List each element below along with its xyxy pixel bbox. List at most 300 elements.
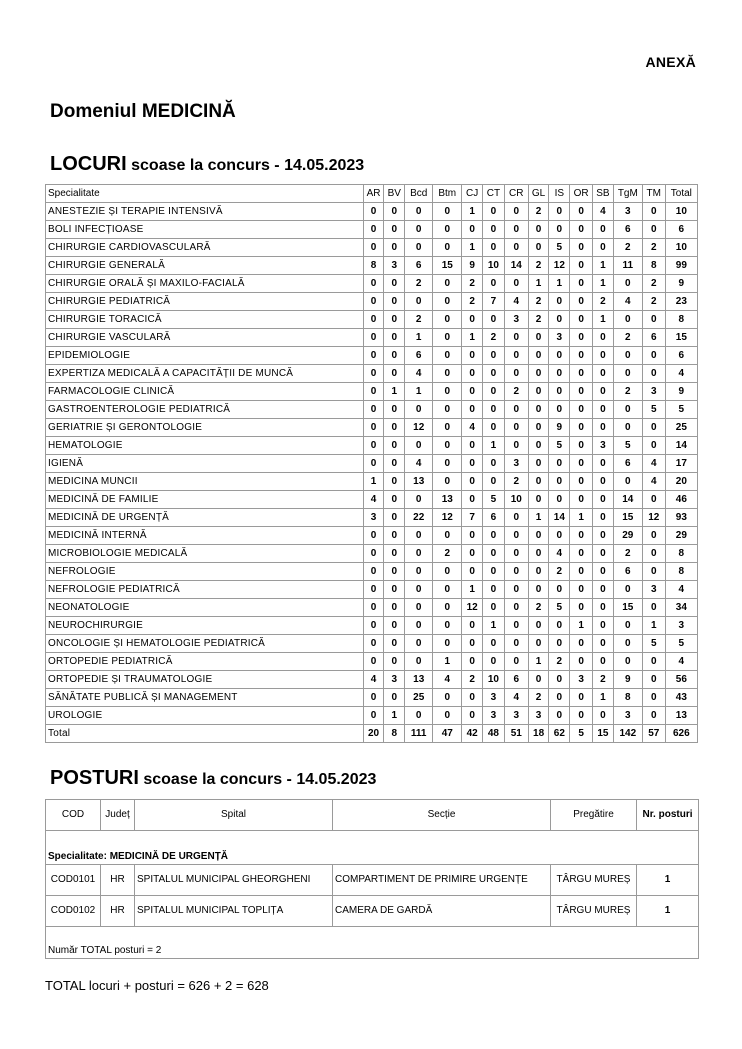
cell-gl: 0 [528,401,549,419]
cell-bv: 1 [384,707,405,725]
cell-sb: 0 [593,617,614,635]
cell-total: 3 [665,617,697,635]
cell-tgm: 5 [613,437,642,455]
cell-ar: 0 [363,455,384,473]
cell-bcd: 0 [405,221,433,239]
cell-sb: 0 [593,221,614,239]
cell-ct: 0 [483,347,505,365]
cell-tgm: 2 [613,383,642,401]
posturi-footer-row [46,927,699,959]
col-header-sb: SB [593,185,614,203]
cell-btm: 0 [433,203,462,221]
cell-or: 1 [570,509,593,527]
cell-or: 0 [570,401,593,419]
specialty-name: GERIATRIE ȘI GERONTOLOGIE [46,419,364,437]
cell-sb: 15 [593,725,614,743]
cell-or: 0 [570,293,593,311]
cell-gl: 2 [528,203,549,221]
specialty-name: HEMATOLOGIE [46,437,364,455]
cell-btm: 0 [433,401,462,419]
cell-cr: 0 [504,437,528,455]
cell-total: 23 [665,293,697,311]
cell-bcd: 111 [405,725,433,743]
cell-tgm: 142 [613,725,642,743]
cell-total: 5 [665,635,697,653]
cell-ct: 48 [483,725,505,743]
post-nr: 1 [637,865,699,896]
cell-ar: 8 [363,257,384,275]
cell-cr: 14 [504,257,528,275]
post-sectie: COMPARTIMENT DE PRIMIRE URGENȚE [333,865,551,896]
cell-total: 93 [665,509,697,527]
cell-bcd: 0 [405,203,433,221]
cell-cj: 0 [462,635,483,653]
domain-heading: Domeniul MEDICINĂ [50,101,236,122]
table-row [46,293,698,311]
cell-tm: 0 [642,707,665,725]
table-row [46,653,698,671]
col-header-tgm: TgM [613,185,642,203]
cell-bcd: 12 [405,419,433,437]
cell-cj: 0 [462,473,483,491]
cell-sb: 0 [593,635,614,653]
cell-btm: 47 [433,725,462,743]
cell-btm: 15 [433,257,462,275]
table-row [46,563,698,581]
specialty-name: UROLOGIE [46,707,364,725]
cell-bcd: 0 [405,599,433,617]
cell-cr: 0 [504,401,528,419]
cell-total: 6 [665,221,697,239]
cell-ar: 0 [363,437,384,455]
cell-bv: 0 [384,635,405,653]
cell-total: 9 [665,383,697,401]
specialty-name: MEDICINA MUNCII [46,473,364,491]
cell-gl: 1 [528,275,549,293]
cell-btm: 0 [433,707,462,725]
col-header-cj: CJ [462,185,483,203]
cell-gl: 0 [528,527,549,545]
cell-total: 5 [665,401,697,419]
cell-is: 1 [549,275,570,293]
table-row [46,383,698,401]
cell-cr: 0 [504,221,528,239]
cell-ar: 0 [363,653,384,671]
cell-or: 0 [570,473,593,491]
cell-total: 4 [665,653,697,671]
cell-ct: 1 [483,437,505,455]
cell-sb: 1 [593,311,614,329]
cell-gl: 0 [528,221,549,239]
cell-total: 14 [665,437,697,455]
cell-bcd: 0 [405,401,433,419]
col-header-bcd: Bcd [405,185,433,203]
cell-cr: 0 [504,365,528,383]
annex-label: ANEXĂ [645,54,696,70]
cell-tgm: 8 [613,689,642,707]
cell-bv: 1 [384,383,405,401]
cell-bv: 0 [384,545,405,563]
cell-gl: 0 [528,491,549,509]
cell-tm: 5 [642,401,665,419]
cell-total: 4 [665,365,697,383]
cell-tm: 0 [642,311,665,329]
cell-bv: 0 [384,617,405,635]
specialty-name: MICROBIOLOGIE MEDICALĂ [46,545,364,563]
cell-cj: 0 [462,221,483,239]
cell-btm: 0 [433,527,462,545]
specialty-name: SĂNĂTATE PUBLICĂ ȘI MANAGEMENT [46,689,364,707]
cell-cr: 0 [504,599,528,617]
cell-gl: 0 [528,545,549,563]
table-row [46,707,698,725]
post-sectie: CAMERA DE GARDĂ [333,896,551,927]
col-header-ar: AR [363,185,384,203]
table-row [46,617,698,635]
cell-or: 0 [570,221,593,239]
cell-ct: 2 [483,329,505,347]
cell-tm: 1 [642,617,665,635]
cell-ct: 0 [483,581,505,599]
cell-ar: 4 [363,491,384,509]
cell-is: 2 [549,653,570,671]
cell-tm: 0 [642,491,665,509]
cell-sb: 0 [593,707,614,725]
posturi-total-count: Număr TOTAL posturi = 2 [46,927,699,959]
cell-sb: 0 [593,563,614,581]
cell-btm: 1 [433,653,462,671]
cell-total: 8 [665,311,697,329]
cell-ct: 0 [483,635,505,653]
cell-bcd: 0 [405,617,433,635]
cell-btm: 0 [433,221,462,239]
cell-or: 0 [570,527,593,545]
cell-bv: 0 [384,599,405,617]
cell-is: 0 [549,581,570,599]
cell-btm: 0 [433,329,462,347]
cell-btm: 0 [433,347,462,365]
cell-ar: 0 [363,221,384,239]
cell-sb: 0 [593,329,614,347]
specialty-name: GASTROENTEROLOGIE PEDIATRICĂ [46,401,364,419]
cell-is: 0 [549,203,570,221]
cell-bv: 0 [384,419,405,437]
cell-btm: 13 [433,491,462,509]
cell-ar: 0 [363,635,384,653]
cell-tm: 5 [642,635,665,653]
cell-cr: 0 [504,347,528,365]
specialty-name: FARMACOLOGIE CLINICĂ [46,383,364,401]
cell-cj: 12 [462,599,483,617]
cell-or: 1 [570,617,593,635]
cell-ar: 0 [363,239,384,257]
cell-tgm: 15 [613,599,642,617]
cell-tm: 3 [642,383,665,401]
cell-bcd: 2 [405,275,433,293]
specialty-name: NEUROCHIRURGIE [46,617,364,635]
cell-or: 0 [570,419,593,437]
table-row [46,311,698,329]
cell-sb: 0 [593,581,614,599]
cell-gl: 0 [528,473,549,491]
cell-ar: 0 [363,365,384,383]
cell-bv: 0 [384,401,405,419]
cell-btm: 0 [433,635,462,653]
cell-btm: 0 [433,473,462,491]
cell-total: 56 [665,671,697,689]
specialty-name: EXPERTIZA MEDICALĂ A CAPACITĂȚII DE MUNCĂ [46,365,364,383]
cell-btm: 4 [433,671,462,689]
cell-cj: 2 [462,275,483,293]
cell-bv: 0 [384,473,405,491]
cell-ct: 1 [483,617,505,635]
cell-sb: 0 [593,347,614,365]
cell-tm: 8 [642,257,665,275]
post-cod: COD0101 [46,865,101,896]
cell-is: 2 [549,563,570,581]
cell-ar: 0 [363,329,384,347]
cell-bv: 3 [384,671,405,689]
cell-tgm: 0 [613,635,642,653]
table-row [46,509,698,527]
cell-is: 0 [549,707,570,725]
post-pregatire: TÂRGU MUREȘ [551,896,637,927]
cell-tgm: 11 [613,257,642,275]
cell-or: 0 [570,347,593,365]
cell-cj: 7 [462,509,483,527]
locuri-table [45,184,698,743]
cell-cr: 0 [504,563,528,581]
cell-bcd: 25 [405,689,433,707]
col-header-btm: Btm [433,185,462,203]
cell-is: 0 [549,365,570,383]
cell-or: 5 [570,725,593,743]
cell-total: 43 [665,689,697,707]
cell-bcd: 0 [405,545,433,563]
table-row [46,239,698,257]
col-header-or: OR [570,185,593,203]
cell-tm: 0 [642,419,665,437]
cell-gl: 0 [528,419,549,437]
post-cod: COD0102 [46,896,101,927]
locuri-title-rest: scoase la concurs - 14.05.2023 [126,157,365,174]
cell-bcd: 0 [405,491,433,509]
cell-gl: 0 [528,581,549,599]
specialty-name: BOLI INFECȚIOASE [46,221,364,239]
specialitate-label: Specialitate: MEDICINĂ DE URGENȚĂ [46,831,699,865]
cell-is: 4 [549,545,570,563]
cell-total: 8 [665,545,697,563]
cell-tgm: 0 [613,419,642,437]
cell-or: 0 [570,653,593,671]
cell-ct: 10 [483,671,505,689]
cell-or: 0 [570,203,593,221]
table-row [46,473,698,491]
cell-ar: 0 [363,527,384,545]
cell-is: 0 [549,473,570,491]
cell-or: 0 [570,689,593,707]
cell-sb: 0 [593,383,614,401]
cell-cj: 0 [462,401,483,419]
col-header-cod: COD [46,800,101,831]
posturi-header-row [46,800,699,831]
cell-btm: 2 [433,545,462,563]
specialty-name: CHIRURGIE GENERALĂ [46,257,364,275]
cell-is: 62 [549,725,570,743]
cell-tm: 0 [642,599,665,617]
cell-gl: 0 [528,563,549,581]
posturi-title-rest: scoase la concurs - 14.05.2023 [138,771,377,788]
cell-btm: 0 [433,617,462,635]
cell-sb: 0 [593,239,614,257]
cell-sb: 0 [593,401,614,419]
cell-sb: 4 [593,203,614,221]
cell-or: 0 [570,329,593,347]
cell-is: 3 [549,329,570,347]
cell-ct: 0 [483,401,505,419]
cell-sb: 0 [593,509,614,527]
cell-ar: 3 [363,509,384,527]
col-header-pregatire: Pregătire [551,800,637,831]
cell-tgm: 0 [613,311,642,329]
cell-is: 0 [549,527,570,545]
cell-btm: 0 [433,239,462,257]
cell-tm: 0 [642,527,665,545]
cell-or: 0 [570,635,593,653]
cell-total: 13 [665,707,697,725]
cell-bv: 0 [384,293,405,311]
cell-gl: 0 [528,437,549,455]
cell-tm: 57 [642,725,665,743]
cell-cr: 0 [504,329,528,347]
cell-total: 34 [665,599,697,617]
cell-btm: 0 [433,383,462,401]
cell-tgm: 9 [613,671,642,689]
post-nr: 1 [637,896,699,927]
cell-ct: 0 [483,275,505,293]
total-row [46,725,698,743]
cell-cj: 0 [462,563,483,581]
cell-ct: 3 [483,689,505,707]
cell-ar: 0 [363,347,384,365]
cell-sb: 0 [593,473,614,491]
cell-total: 9 [665,275,697,293]
cell-is: 0 [549,293,570,311]
cell-cr: 0 [504,509,528,527]
cell-is: 0 [549,491,570,509]
table-row [46,635,698,653]
cell-tm: 2 [642,275,665,293]
grand-total: TOTAL locuri + posturi = 626 + 2 = 628 [45,978,269,993]
specialty-name: ORTOPEDIE ȘI TRAUMATOLOGIE [46,671,364,689]
cell-ct: 0 [483,383,505,401]
cell-ar: 0 [363,599,384,617]
cell-tgm: 0 [613,275,642,293]
cell-tm: 0 [642,653,665,671]
cell-bv: 0 [384,329,405,347]
cell-bv: 0 [384,203,405,221]
cell-cr: 51 [504,725,528,743]
cell-bv: 0 [384,347,405,365]
cell-gl: 2 [528,311,549,329]
cell-cj: 2 [462,671,483,689]
cell-sb: 0 [593,527,614,545]
cell-ct: 0 [483,203,505,221]
post-spital: SPITALUL MUNICIPAL GHEORGHENI [135,865,333,896]
cell-bv: 0 [384,311,405,329]
cell-is: 5 [549,437,570,455]
locuri-section-title [50,153,364,176]
cell-cj: 1 [462,239,483,257]
cell-bv: 8 [384,725,405,743]
post-pregatire: TÂRGU MUREȘ [551,865,637,896]
cell-ar: 0 [363,563,384,581]
cell-or: 0 [570,239,593,257]
cell-cr: 0 [504,581,528,599]
cell-total: 626 [665,725,697,743]
cell-is: 0 [549,635,570,653]
cell-or: 0 [570,275,593,293]
cell-cj: 0 [462,707,483,725]
cell-sb: 2 [593,671,614,689]
cell-ct: 6 [483,509,505,527]
cell-is: 0 [549,221,570,239]
cell-gl: 0 [528,329,549,347]
cell-bv: 0 [384,221,405,239]
cell-btm: 0 [433,311,462,329]
cell-ar: 1 [363,473,384,491]
col-header-tm: TM [642,185,665,203]
cell-cj: 2 [462,293,483,311]
specialty-name: NEFROLOGIE [46,563,364,581]
cell-is: 0 [549,617,570,635]
cell-sb: 0 [593,455,614,473]
cell-cj: 42 [462,725,483,743]
cell-sb: 3 [593,437,614,455]
table-row [46,545,698,563]
cell-cr: 0 [504,239,528,257]
cell-sb: 1 [593,689,614,707]
cell-sb: 0 [593,365,614,383]
cell-cj: 1 [462,581,483,599]
table-row [46,257,698,275]
cell-btm: 0 [433,563,462,581]
cell-ct: 10 [483,257,505,275]
posturi-table [45,799,699,959]
cell-gl: 2 [528,599,549,617]
table-row [46,455,698,473]
cell-ct: 0 [483,365,505,383]
cell-tm: 0 [642,347,665,365]
cell-bv: 0 [384,491,405,509]
cell-ar: 0 [363,419,384,437]
table-row [46,599,698,617]
locuri-title-main: LOCURI [50,153,127,175]
cell-cr: 2 [504,473,528,491]
cell-tm: 0 [642,437,665,455]
posturi-section-title [50,767,376,790]
cell-tm: 0 [642,221,665,239]
specialty-name: ORTOPEDIE PEDIATRICĂ [46,653,364,671]
cell-ct: 0 [483,221,505,239]
col-header-bv: BV [384,185,405,203]
cell-bcd: 0 [405,581,433,599]
cell-total: 20 [665,473,697,491]
cell-tgm: 0 [613,401,642,419]
cell-tm: 4 [642,455,665,473]
cell-or: 0 [570,437,593,455]
cell-bv: 0 [384,563,405,581]
